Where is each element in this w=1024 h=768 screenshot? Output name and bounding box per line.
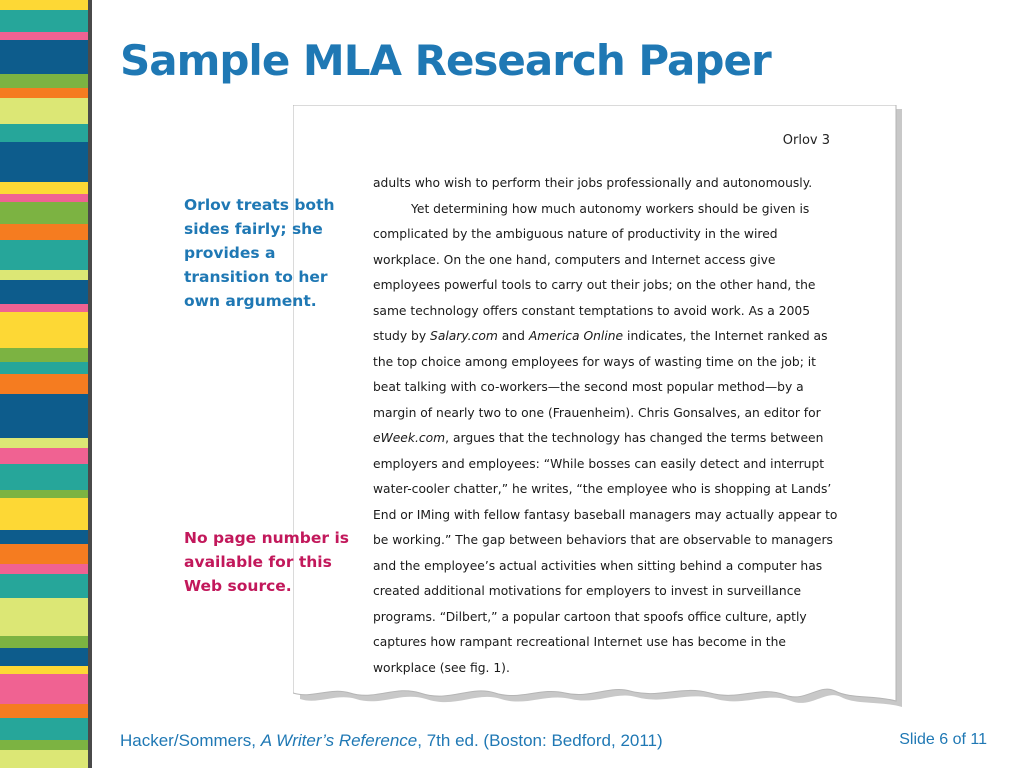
annotation-line: provides a [184,244,276,262]
paper-line [373,222,843,248]
paper-line [373,197,843,223]
color-stripe [0,750,88,768]
italic-title: America Online [528,329,624,343]
paper-line [373,579,843,605]
color-stripe [0,598,88,636]
citation-author: Hacker/Sommers, [120,731,261,750]
paper-line [373,248,843,274]
color-stripe [0,194,88,202]
line-text: employees powerful tools to carry out their jobs; on the other hand, the [373,278,816,292]
color-stripe [0,648,88,666]
color-stripe [0,464,88,490]
decorative-stripe-bar [0,0,88,768]
paper-line [373,477,843,503]
line-text: same technology offers constant temptations to avoid work. As a 2005 [373,303,811,318]
line-text: adults who wish to perform their jobs professionally and autonomously. [373,176,813,190]
line-text: the top choice among employees for ways of wasting time on the job; it [373,354,816,369]
paper-line [373,503,843,529]
line-text: , argues that the technology has changed the terms between [445,431,824,445]
color-stripe [0,270,88,280]
line-text: and [497,329,529,343]
annotation-fair-sides [184,193,335,313]
line-text: programs. “Dilbert,” a popular cartoon that spoofs office culture, aptly [373,609,807,624]
paper-line [373,171,843,197]
color-stripe [0,674,88,704]
paper-line [373,375,843,401]
line-text: study by [373,329,431,343]
color-stripe [0,10,88,32]
citation-book-title: A Writer’s Reference [260,731,418,750]
paper-line [373,554,843,580]
paper-line [373,401,843,427]
line-text: Yet determining how much autonomy workers should be given is [411,201,810,216]
paper-line [373,452,843,478]
annotation-line: Orlov treats both [184,196,335,214]
line-text: complicated by the ambiguous nature of productivity in the wired [373,227,778,241]
color-stripe [0,448,88,464]
line-text: water-cooler chatter,” he writes, “the employee who is shopping at Lands’ [373,482,832,496]
color-stripe [0,240,88,270]
color-stripe [0,124,88,142]
annotation-no-page-number [184,526,349,598]
line-text: employers and employees: “While bosses can easily detect and interrupt [373,456,825,471]
color-stripe [0,636,88,648]
annotation-line: sides fairly; she [184,220,323,238]
line-text: margin of nearly two to one (Frauenheim). Chris Gonsalves, an editor for [373,405,821,420]
stripe-divider [88,0,92,768]
color-stripe [0,98,88,124]
color-stripe [0,438,88,448]
color-stripe [0,544,88,564]
color-stripe [0,490,88,498]
line-text: created additional motivations for employers to invest in surveillance [373,584,802,598]
color-stripe [0,574,88,598]
paper-line [373,324,843,350]
color-stripe [0,718,88,740]
color-stripe [0,88,88,98]
annotation-line: own argument. [184,292,317,310]
paper-line [373,528,843,554]
annotation-line: No page number is [184,529,349,547]
italic-title: eWeek.com [373,431,446,445]
annotation-line: transition to her [184,268,328,286]
slide-title: Sample MLA Research Paper [120,36,771,85]
color-stripe [0,348,88,362]
color-stripe [0,530,88,544]
color-stripe [0,498,88,530]
color-stripe [0,704,88,718]
paper-line [373,426,843,452]
color-stripe [0,666,88,674]
line-text: and the employee’s actual activities when sitting behind a computer has [373,558,823,573]
citation-details: , 7th ed. (Boston: Bedford, 2011) [417,731,663,750]
paper-line [373,656,843,682]
line-text: workplace (see fig. 1). [373,660,510,675]
paper-line [373,605,843,631]
color-stripe [0,394,88,438]
color-stripe [0,304,88,312]
slide-number: Slide 6 of 11 [899,731,987,748]
paper-excerpt [293,105,906,715]
annotation-line: available for this [184,553,332,571]
color-stripe [0,32,88,40]
paper-line [373,299,843,325]
paper-line [373,350,843,376]
color-stripe [0,740,88,750]
color-stripe [0,312,88,348]
color-stripe [0,202,88,224]
line-text: captures how rampant recreational Internet use has become in the [373,635,786,649]
color-stripe [0,374,88,394]
line-text: be working.” The gap between behaviors that are observable to managers [373,533,833,547]
italic-title: Salary.com [430,329,498,343]
color-stripe [0,280,88,304]
paper-paragraph [373,171,843,681]
paper-line [373,630,843,656]
color-stripe [0,0,88,10]
paper-running-header: Orlov 3 [782,133,830,148]
color-stripe [0,40,88,74]
annotation-line: Web source. [184,577,292,595]
line-text: End or IMing with fellow fantasy baseball managers may actually appear to [373,507,838,522]
line-text: indicates, the Internet ranked as [623,329,828,343]
color-stripe [0,74,88,88]
color-stripe [0,564,88,574]
footer-citation [120,731,663,751]
color-stripe [0,142,88,182]
color-stripe [0,224,88,240]
line-text: workplace. On the one hand, computers and Internet access give [373,252,776,267]
line-text: beat talking with co-workers—the second most popular method—by a [373,380,804,394]
color-stripe [0,362,88,374]
color-stripe [0,182,88,194]
paper-line [373,273,843,299]
